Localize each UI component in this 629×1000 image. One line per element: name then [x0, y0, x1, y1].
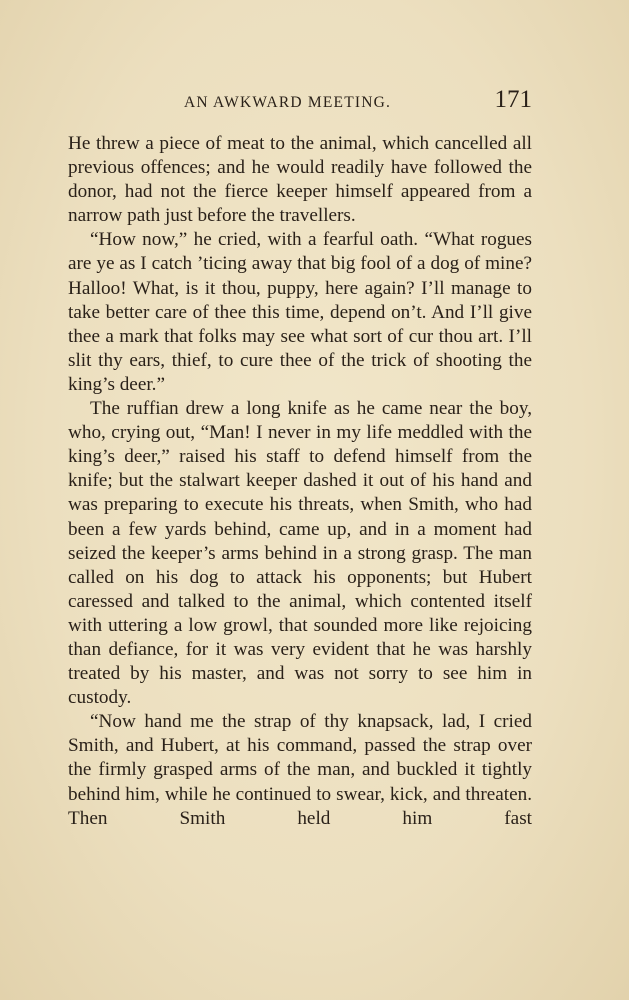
page-header	[68, 86, 532, 120]
running-head: AN AWKWARD MEETING.	[184, 94, 392, 111]
body-text	[68, 132, 532, 831]
paragraph: The ruffian drew a long knife as he came near the boy, who, crying out, “Man! I never in my life meddled with the king’s deer,” raised his staff to defend himself from the knife; but the stalwart keeper dashed it out of his hand and was preparing to execute his threats, when Smith, who had been a few yards behind, came up, and in a moment had seized the keeper’s arms behind in a strong grasp. The man called on his dog to attack his opponents; but Hubert caressed and talked to the animal, which contented itself with uttering a low growl, that sounded more like rejoicing than defiance, for it was very evident that he was harshly treated by his master, and was not sorry to see him in custody.	[68, 398, 532, 709]
paragraph: “How now,” he cried, with a fearful oath. “What rogues are ye as I catch ’ticing away that big fool of a dog of mine? Halloo! What, is it thou, puppy, here again? I’ll manage to take better care of thee this time, depend on’t. And I’ll give thee a mark that folks may see what sort of cur thou art. I’ll slit thy ears, thief, to cure thee of the trick of shooting the king’s deer.”	[68, 229, 532, 395]
paragraph: He threw a piece of meat to the animal, which cancelled all previous offences; and he would readily have followed the donor, had not the fierce keeper himself appeared from a narrow path just before the travellers.	[68, 133, 532, 227]
page-number: 171	[494, 86, 532, 113]
paragraph: “Now hand me the strap of thy knapsack, lad, I cried Smith, and Hubert, at his command, passed the strap over the firmly grasped arms of the man, and buckled it tightly behind him, while he continued to swear, kick, and threaten. Then Smith held him fast	[68, 711, 532, 829]
